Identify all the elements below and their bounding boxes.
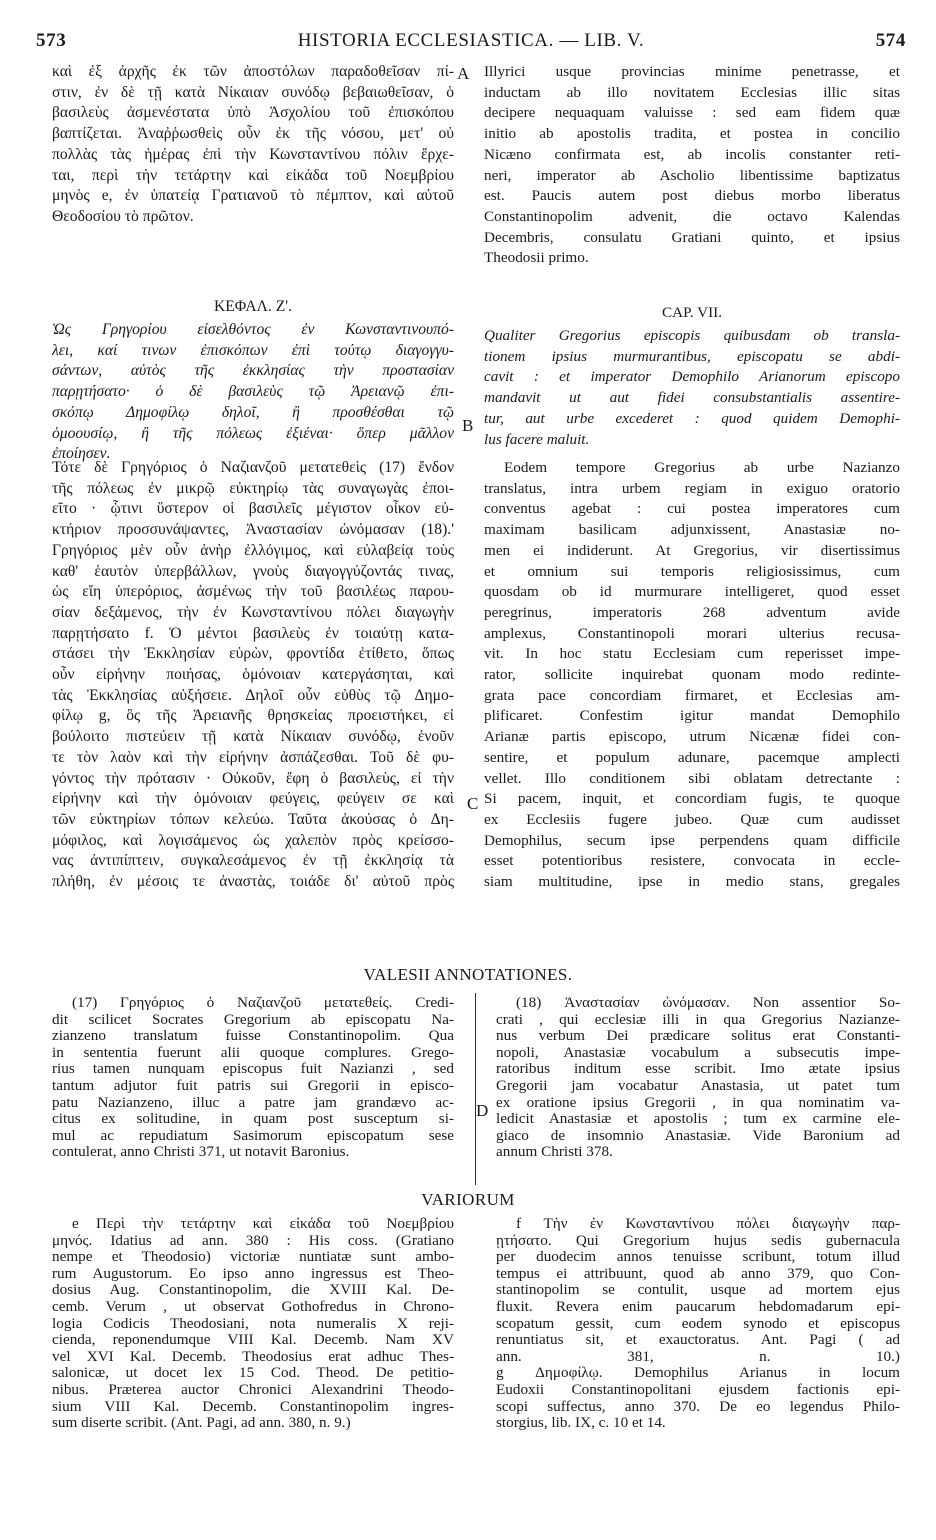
margin-letter-c: C <box>467 794 479 813</box>
text-line: sum diserte scribit. (Ant. Pagi, ad ann. 380, n. 9.) <box>52 1415 351 1432</box>
text-line: ledicit Anastasiæ et apostolis ; tum ex carmine ele- <box>496 1111 900 1128</box>
margin-letter-d: D <box>476 1101 489 1120</box>
text-line: e Περὶ τὴν τετάρτην καὶ εἰκάδα τοῦ Νοεμβρίου <box>72 1216 454 1232</box>
text-line: rator, sollicite inquirebat quonam modo redinte- <box>484 666 900 684</box>
text-line: Qualiter Gregorius episcopis quibusdam ob transla- <box>484 327 900 344</box>
annotation-note-17 <box>52 995 454 1161</box>
text-line: μόφιλος, καὶ λογισάμενος ὡς χαλεπὸν πρὸς κρείσσο- <box>52 831 454 849</box>
text-line: Eodem tempore Gregorius ab urbe Nazianzo <box>504 459 900 476</box>
text-line: στιν, ἐν δὲ τῇ κατὰ Νίκαιαν συνόδῳ βεβαιωθεῖσαν, ὁ <box>52 83 454 101</box>
text-line: λει, καί τινων ἐπισκόπων ἐπὶ τούτῳ διαγογγυ- <box>52 341 454 359</box>
text-line: sentire, et populum adunare, pacemque amplecti <box>484 748 900 766</box>
margin-letter-a: A <box>457 64 470 83</box>
text-line: in sententia fuerunt alii quoque complures. Grego- <box>52 1044 454 1061</box>
text-line: neri, imperator ab Ascholio libentissime baptizatus <box>484 166 900 184</box>
text-line: patu Nazianzeno, illuc a patre jam grandævo ac- <box>52 1094 454 1111</box>
text-line: vel XVI Kal. Decemb. Theodosius erat adhuc Thes- <box>52 1348 454 1365</box>
column-divider <box>475 993 476 1185</box>
text-line: tionem ipsius murmurantibus, episcopatu se abdi- <box>484 347 900 365</box>
variorum-notes-right <box>496 1216 900 1432</box>
greek-top-text <box>52 62 454 228</box>
text-line: scopatum gessit, cum eodem synodo et episcopus <box>496 1315 900 1332</box>
text-line: rius tamen nunquam episcopus fuit Nazianzi , sed <box>52 1061 454 1078</box>
text-line: crati , qui ecclesiæ illi in qua Gregorius Nazianze- <box>496 1011 900 1028</box>
text-line: et omnium sui temporis religiosissimus, cum <box>484 562 900 580</box>
text-line: men ei indiderunt. At Gregorius, vir disertissimus <box>484 541 900 559</box>
text-line: ann. 381, n. 10.) <box>496 1348 900 1365</box>
annotations-title: VALESII ANNOTATIONES. <box>363 965 573 984</box>
text-line: ται, περὶ τὴν τετάρτην καὶ εἰκάδα τοῦ Νοεμβρίου <box>52 166 454 184</box>
text-line: logia Codicis Theodosiani, nota numeralis X reji- <box>52 1315 454 1332</box>
text-line: ῃτήσατο. Qui Gregorium hujus sedis gubernacula <box>496 1232 900 1249</box>
text-line: Γρηγόριος μὲν οὖν ἀνὴρ ἐλλόγιμος, καὶ εὐλαβείᾳ τοὺς <box>52 541 454 559</box>
text-line: nus verbum Dei prædicare solitus erat Constanti- <box>496 1028 900 1045</box>
text-line: Illyrici usque provincias minime penetrasse, et <box>484 63 900 80</box>
running-title: HISTORIA ECCLESIASTICA. — LIB. V. <box>297 30 645 51</box>
text-line: vellet. Illo conditionem sibi oblatam detrectante : <box>484 769 900 787</box>
text-line: lus facere maluit. <box>484 430 590 448</box>
text-line: annum Christi 378. <box>496 1144 613 1161</box>
text-line: sium VIII Kal. Decemb. Constantinopolim ingres- <box>52 1398 454 1415</box>
text-line: τε τὸν λαὸν καὶ τὴν εἰρήνην ἀσπάζεσθαι. Τοῦ δὲ φυ- <box>52 748 454 766</box>
text-line: Demophilus, secum ipse perpendens quam difficile <box>484 831 900 849</box>
text-line: ὁμοουσίῳ, ἢ τῆς πόλεως ἐξιέναι· ὅπερ μᾶλλον <box>52 424 454 442</box>
text-line: (17) Γρηγόριος ὁ Ναζιανζοῦ μετατεθείς. Credi- <box>72 995 454 1011</box>
text-line: scopi suffectus, anno 370. De eo legendus Philo- <box>496 1398 900 1415</box>
text-line: tempus ei attribuunt, quod ab anno 379, quo Con- <box>496 1265 900 1282</box>
page-number-right: 574 <box>875 30 906 51</box>
text-line: initio ab apostolis tradita, et postea in concilio <box>484 125 900 143</box>
text-line: inductam ab illo novitatem Ecclesias illic sitas <box>484 83 900 101</box>
latin-top-text <box>484 62 900 269</box>
text-line: Decembris, consulatu Gratiani quinto, et ipsius <box>484 228 900 246</box>
text-line: plificaret. Confestim igitur mandat Demophilo <box>484 707 900 725</box>
text-line: καὶ ἐξ ἀρχῆς ἐκ τῶν ἀποστόλων παραδοθεῖσαν πί- <box>52 63 454 80</box>
text-line: mandavit ut aut fidei consubstantialis assentire- <box>484 389 900 407</box>
text-line: Τότε δὲ Γρηγόριος ὁ Ναζιανζοῦ μετατεθεὶς (17) ἔνδον <box>52 459 454 476</box>
page-number-left: 573 <box>36 30 67 51</box>
text-line: maximam basilicam adjunxissent, Anastasiæ no- <box>484 521 900 539</box>
text-line: amplexus, Constantinopoli morari ulterius recusa- <box>484 624 900 642</box>
text-line: f Τὴν ἐν Κωνσταντίνου πόλει διαγωγὴν παρ- <box>516 1216 900 1232</box>
annotation-note-18 <box>496 995 900 1161</box>
running-header <box>36 30 906 54</box>
text-line: rum Augustorum. Eo ipso anno ingressus est Theo- <box>52 1265 454 1282</box>
text-line: ratoribus inditum esse scribit. Imo ætate ipsius <box>496 1061 900 1078</box>
text-line: κτήριον προσσυνάψαντες, Ἀναστασίαν ὠνόμασαν (18).' <box>52 521 454 539</box>
text-line: conventus agebat : cui postea imperatores cum <box>484 500 900 518</box>
text-line: peregrinus, imperatoris 268 adventum avide <box>484 603 900 621</box>
text-line: πολλὰς τὰς ἡμέρας ἐπὶ τὴν Κωνσταντίνου πόλιν ἔρχε- <box>52 145 454 163</box>
text-line: βασιλεὺς ἀσμενέστατα ὑπὸ Ἀσχολίου τοῦ ἐπισκόπου <box>52 104 454 122</box>
text-line: σίαν δεξάμενος, τὴν ἐν Κωνσταντίνου πόλει διαγωγὴν <box>52 603 454 621</box>
text-line: vit. In hoc statu Ecclesiam cum reperisset impe- <box>484 645 900 663</box>
text-line: σκόπῳ Δημοφίλῳ δηλοῖ, ἢ προσθέσθαι τῷ <box>52 403 454 421</box>
greek-body-text <box>52 458 454 893</box>
text-line: nibus. Præterea auctor Chronici Alexandrini Theodo- <box>52 1381 454 1398</box>
text-line: per duodecim annos tenuisse scribunt, totum illud <box>496 1249 900 1266</box>
text-line: siam multitudine, ipse in medio stans, gregales <box>484 873 900 891</box>
text-line: βούλοιτο πιστεύειν τῇ κατὰ Νίκαιαν συνόδῳ, ἑνοῦν <box>52 728 454 746</box>
text-line: dit scilicet Socrates Gregorium ab episcopatu Na- <box>52 1011 454 1028</box>
text-line: ἐποίησεν. <box>52 445 111 463</box>
text-line: Ὡς Γρηγορίου εἰσελθόντος ἐν Κωνσταντινουπό- <box>52 321 454 338</box>
text-line: εἰρήνην καὶ τὴν ὁμόνοιαν φεύγεις, φεύγειν σε καὶ <box>52 790 454 808</box>
text-line: τὰς Ἐκκλησίας αὐξήσειε. Δηλοῖ οὖν εὐθὺς τῷ Δημο- <box>52 686 454 704</box>
text-line: τῶν εὐκτηρίων τόπων κελεύω. Ταῦτα ἀκούσας ὁ Δη- <box>52 810 454 828</box>
text-line: καθ' ἑαυτὸν ὑπερβάλλων, γνοὺς διαγογγύζοντάς τινας, <box>52 562 454 580</box>
text-line: ex oratione ipsius Gregorii , in qua nominatim va- <box>496 1094 900 1111</box>
text-line: cienda, reponendumque VIII Kal. Decemb. Nam XV <box>52 1332 454 1349</box>
text-line: tur, aut urbe excederet : quod quidem Demophi- <box>484 409 900 427</box>
text-line: παρῃτήσατο f. Ὁ μέντοι βασιλεὺς ἐν τοιαύτῃ κατα- <box>52 624 454 642</box>
text-line: ex Ecclesiis fugere jubeo. Quæ cum audisset <box>484 810 900 828</box>
latin-chapter-heading: CAP. VII. <box>661 304 723 321</box>
latin-body-text <box>484 458 900 893</box>
text-line: ὡς εἴη ὑπερόριος, ἀσμένως τὴν τοῦ βασιλέως παρου- <box>52 583 454 601</box>
latin-chapter-summary <box>484 326 900 450</box>
text-line: est. Paucis autem post diebus morbo liberatus <box>484 187 900 205</box>
text-line: μηνὸς e, ἐν ὑπατείᾳ Γρατιανοῦ τὸ πέμπτον, καὶ αὐτοῦ <box>52 187 454 205</box>
variorum-title: VARIORUM <box>421 1190 515 1209</box>
text-line: decipere nequaquam valuisse : sed eam fidem quæ <box>484 104 900 122</box>
text-line: esset potentioribus resistere, convocata in eccle- <box>484 852 900 870</box>
text-line: salonicæ, ut docet lex 15 Cod. Theod. De petitio- <box>52 1365 454 1382</box>
text-line: γόντος τὴν πρότασιν · Οὐκοῦν, ἔφη ὁ βασιλεὺς, εἰ τὴν <box>52 769 454 787</box>
text-line: Constantinopolim advenit, die octavo Kalendas <box>484 207 900 225</box>
text-line: stantinopolim se contulit, usque ad mortem ejus <box>496 1282 900 1299</box>
text-line: citus ex solitudine, in quam post susceptum si- <box>52 1111 454 1128</box>
margin-letter-b: B <box>462 416 474 435</box>
greek-chapter-summary <box>52 320 454 465</box>
text-line: translatus, intra urbem regiam in exiguo oratorio <box>484 479 900 497</box>
text-line: giaco de insomnio Anastasiæ. Vide Baronium ad <box>496 1127 900 1144</box>
text-line: νας ἀντιπίπτειν, συγκαλεσάμενος ἐν τῇ ἐκκλησίᾳ τὰ <box>52 852 454 870</box>
text-line: nempe et Theodosio) victoriæ nuntiatæ sunt ambo- <box>52 1249 454 1266</box>
text-line: quosdam ob id murmurare intelligeret, quod esset <box>484 583 900 601</box>
text-line: μηνός. Idatius ad ann. 380 : His coss. (Gratiano <box>52 1232 454 1249</box>
text-line: βαπτίζεται. Ἀναῤῥωσθεὶς οὖν ἐκ τῆς νόσου, μετ' οὐ <box>52 125 454 143</box>
text-line: Eudoxii Constantinopolitani ejusdem factionis epi- <box>496 1381 900 1398</box>
text-line: cavit : et imperator Demophilo Arianorum episcopo <box>484 368 900 386</box>
text-line: storgius, lib. IX, c. 10 et 14. <box>496 1415 666 1432</box>
text-line: σάντων, αὐτὸς τῆς ἐκκλησίας τὴν προστασίαν <box>52 362 454 380</box>
text-line: fluxit. Revera enim paucarum hebdomadarum epi- <box>496 1298 900 1315</box>
text-line: Nicæno confirmata est, ab incolis constanter reti- <box>484 145 900 163</box>
greek-chapter-heading: ΚΕΦΑΛ. Ζ'. <box>213 298 293 315</box>
variorum-notes-left <box>52 1216 454 1432</box>
text-line: Theodosii primo. <box>484 249 589 267</box>
text-line: πλήθη, ἐν μέσοις τε ἀναστὰς, τοιάδε δι' αὐτοῦ πρὸς <box>52 873 454 891</box>
text-line: mul ac repudiatum Sasimorum episcopatum sese <box>52 1127 454 1144</box>
text-line: τῆς πόλεως ἐν μικρῷ εὐκτηρίῳ τὰς συναγωγὰς ἐποι- <box>52 479 454 497</box>
text-line: οὖν εἰρήνην ποιήσας, ὁμόνοιαν κατεργάσηται, καὶ <box>52 666 454 684</box>
text-line: Arianæ partis episcopo, utrum Nicænæ fidei con- <box>484 728 900 746</box>
text-line: dosius Aug. Constantinopolim, die XVIII Kal. De- <box>52 1282 454 1299</box>
text-line: Θεοδοσίου τὸ πρῶτον. <box>52 207 194 225</box>
text-line: φίλῳ g, ὃς τῆς Ἀρειανῆς θρησκείας προειστήκει, εἰ <box>52 707 454 725</box>
text-line: grata pace concordiam firmaret, et Ecclesias am- <box>484 686 900 704</box>
text-line: Si pacem, inquit, et concordiam fugis, te quoque <box>484 790 900 808</box>
text-line: (18) Ἀναστασίαν ὠνόμασαν. Non assentior So- <box>516 995 900 1011</box>
text-line: στάσει τὴν Ἐκκλησίαν εὑρὼν, φροντίδα ἐτίθετο, ὅπως <box>52 645 454 663</box>
text-line: nopoli, Anastasiæ vocabulum a subsecutis impe- <box>496 1044 900 1061</box>
text-line: zianzeno translatum fuisse Constantinopolim. Qua <box>52 1028 454 1045</box>
text-line: Gregorii jam vocabatur Anastasia, ut patet tum <box>496 1077 900 1094</box>
text-line: παρῃτήσατο· ὁ δὲ βασιλεὺς τῷ Ἀρειανῷ ἐπι- <box>52 383 454 401</box>
text-line: contulerat, anno Christi 371, ut notavit Baronius. <box>52 1144 350 1161</box>
text-line: εῖτο · ᾧτινι ὕστερον οἱ βασιλεῖς μέγιστον οἶκον εὐ- <box>52 500 454 518</box>
text-line: g Δημοφίλῳ. Demophilus Arianus in locum <box>496 1365 900 1382</box>
text-line: renuntiatus sit, et exauctoratus. Ant. Pagi ( ad <box>496 1332 900 1349</box>
text-line: cemb. Verum , ut observat Gothofredus in Chrono- <box>52 1298 454 1315</box>
text-line: tantum adjutor fuit patris sui Gregorii in episco- <box>52 1077 454 1094</box>
